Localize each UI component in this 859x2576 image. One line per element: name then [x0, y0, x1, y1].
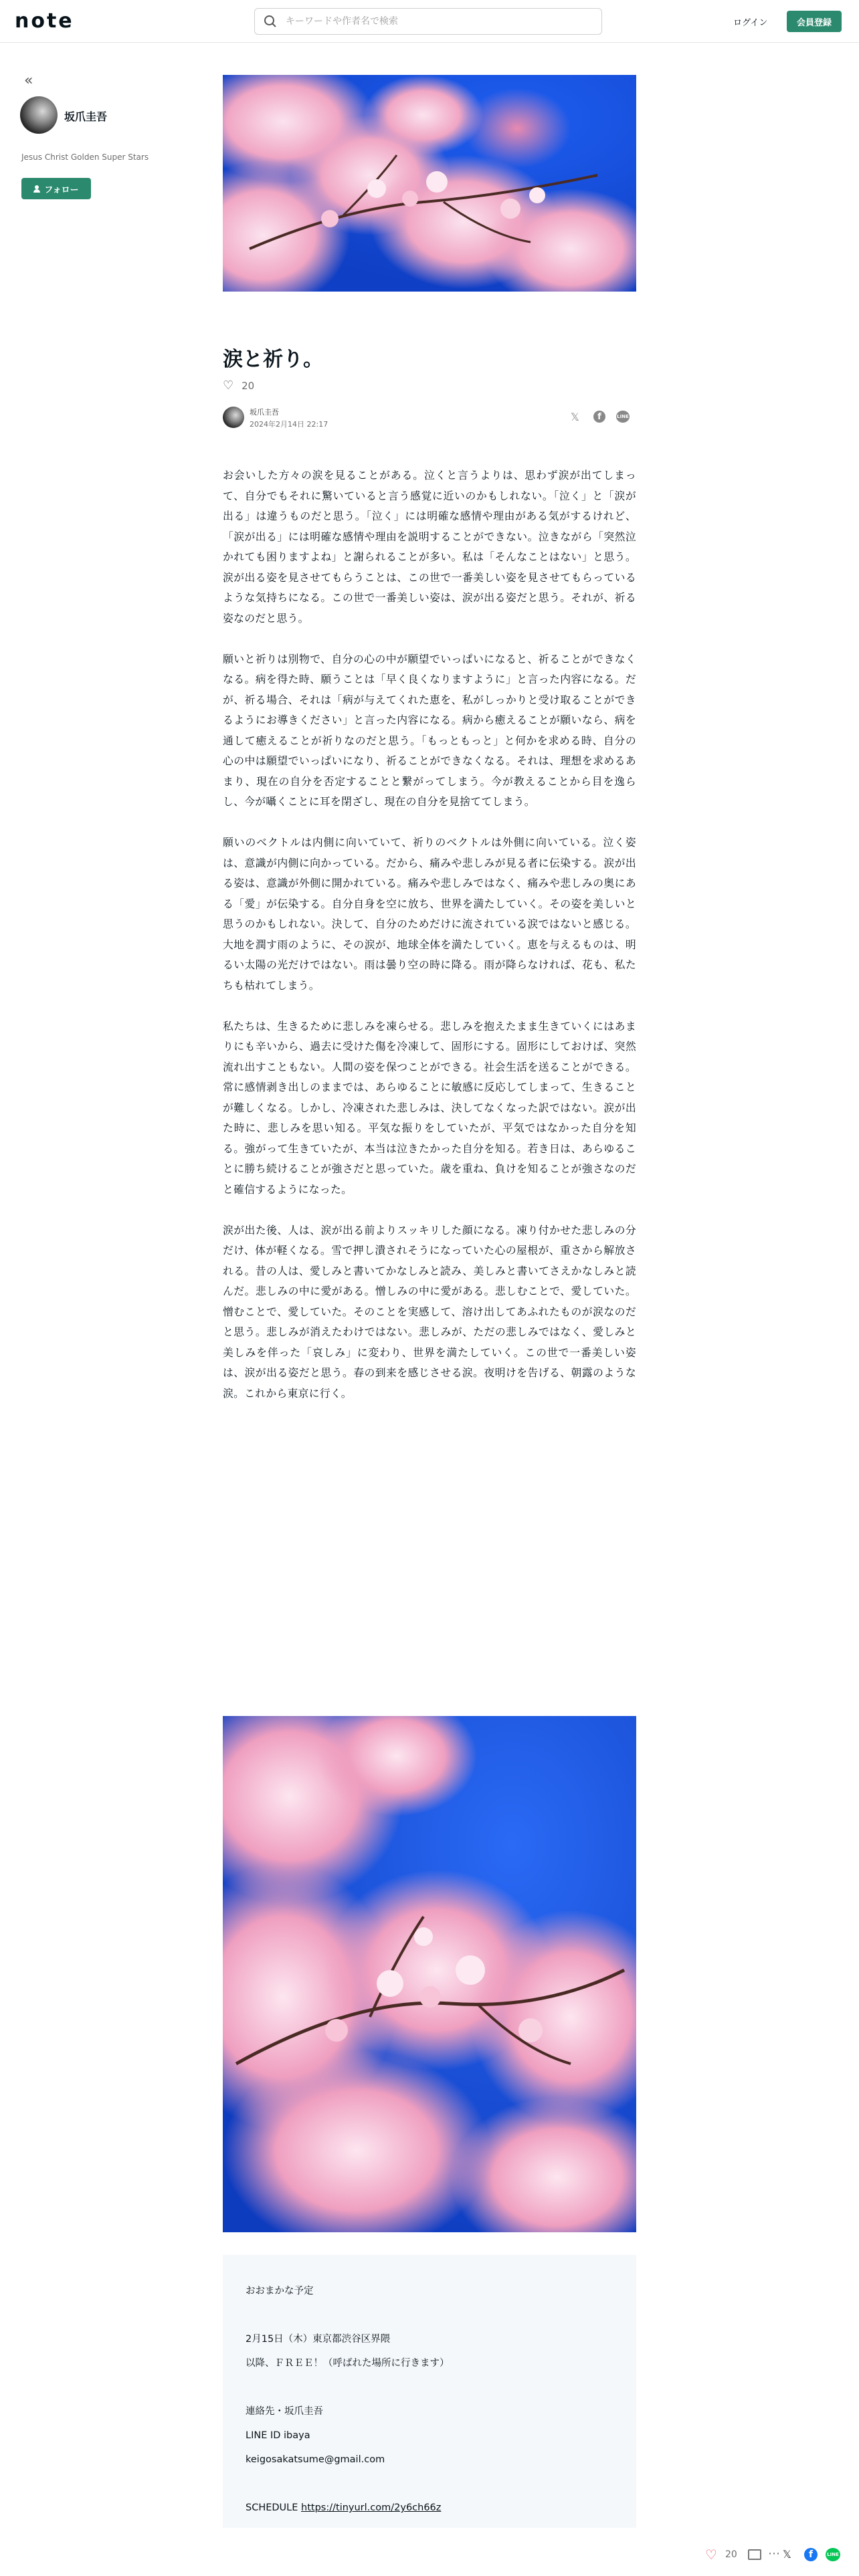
- search-input[interactable]: [286, 16, 580, 27]
- article-body: [223, 465, 636, 1424]
- info-line: 2月15日（木）東京都渋谷区界隈: [246, 2334, 391, 2345]
- schedule-link[interactable]: https://tinyurl.com/2y6ch66z: [301, 2502, 442, 2513]
- search-box[interactable]: [254, 8, 602, 35]
- article-image-cherry-blossoms: [223, 1716, 636, 2232]
- action-bar: [0, 2537, 859, 2576]
- paragraph: 願いのベクトルは内側に向いていて、祈りのベクトルは外側に向いている。泣く姿は、意識が内側に向かっている。だから、痛みや悲しみが見る者に伝染する。涙が出る姿は、意識が外側に開かれている。痛みや悲しみではなく、痛みや悲しみの奥にある「愛」が伝染する。自分自身を空に放ち、世界を満たしていく。その姿を美しいと思うのかもしれない。決して、自分のためだけに流されている涙ではないと感じる。大地を潤す雨のように、その涙が、地球全体を満たしていく。恵を与えるものは、明るい太陽の光だけではない。雨は曇り空の時に降る。雨が降らなければ、花も、私たちも枯れてしまう。: [223, 836, 636, 992]
- facebook-icon[interactable]: f: [804, 2548, 818, 2561]
- avatar[interactable]: [20, 96, 58, 134]
- x-icon[interactable]: 𝕏: [783, 2548, 791, 2561]
- login-link[interactable]: ログイン: [733, 18, 768, 28]
- info-line: 連絡先・坂爪圭吾: [246, 2406, 323, 2417]
- info-line: [246, 2472, 613, 2496]
- signup-button[interactable]: 会員登録: [787, 11, 842, 32]
- facebook-share-icon[interactable]: f: [593, 411, 605, 423]
- like-row: [223, 379, 254, 393]
- header-image-cherry-blossoms: [223, 75, 636, 292]
- sidebar-author-name[interactable]: 坂爪圭吾: [64, 110, 108, 123]
- info-line: keigosakatsume@gmail.com: [246, 2454, 385, 2465]
- article-title: 涙と祈り。: [223, 348, 323, 371]
- info-box: [223, 2255, 636, 2528]
- paragraph: 私たちは、生きるために悲しみを凍らせる。悲しみを抱えたまま生きていくにはあまりにも辛いから、過去に受けた傷を冷凍して、固形にする。固形にしておけば、突然流れ出すこともない。人間の姿を保つことができる。社会生活を送ることができる。常に感情剥き出しのままでは、あらゆることに敏感に反応してしまって、生きることが難しくなる。しかし、冷凍された悲しみは、決してなくなった訳ではない。涙が出た時に、悲しみを思い知る。平気な振りをしていたが、平気ではなかった自分を知る。強がって生きていたが、本当は泣きたかった自分を知る。若き日は、あらゆることに勝ち続けることが強さだと思っていた。歳を重ね、負けを知ることが強さなのだと確信するようになった。: [223, 1019, 636, 1196]
- search-icon: [264, 15, 276, 27]
- sidebar-author-description: Jesus Christ Golden Super Stars: [21, 152, 149, 162]
- more-icon[interactable]: ⋯: [768, 2547, 780, 2561]
- info-line: [246, 2303, 613, 2327]
- magazine-icon[interactable]: [748, 2549, 761, 2560]
- paragraph: 涙が出た後、人は、涙が出る前よりスッキリした顔になる。凍り付かせた悲しみの分だけ、体が軽くなる。雪で押し潰されそうになっていた心の屋根が、重さから解放される。昔の人は、愛しみと書いてかなしみと読み、美しみと書いてさえかなしみと読んだ。悲しみの中に愛がある。憎しみの中に愛がある。悲しむことで、愛していた。憎むことで、愛していた。そのことを実感して、溶け出してあふれたものが涙なのだと思う。悲しみが消えたわけではない。悲しみが、ただの悲しみではなく、愛しみと美しみを伴った「哀しみ」に変わり、世界を満たしていく。この世で一番美しい姿は、涙が出る姿だと思う。春の到来を感じさせる涙。夜明けを告げる、朝露のような涙。これから東京に行く。: [223, 1223, 636, 1400]
- info-line: [246, 2375, 613, 2399]
- schedule-label: SCHEDULE: [246, 2502, 302, 2513]
- like-count: 20: [242, 379, 255, 392]
- paragraph: 願いと祈りは別物で、自分の心の中が願望でいっぱいになると、祈ることができなくなる。病を得た時、願うことは「早く良くなりますように」と言った内容になる。だが、祈る場合、それは「病が与えてくれた恵を、私がしっかりと受け取ることができるようにお導きください」と言った内容になる。病から癒えることが願いなら、病を通して癒えることが祈りなのだと思う。「もっともっと」と何かを求める時、自分の心の中は願望でいっぱいになり、祈ることができなくなる。それは、理想を求めるあまり、現在の自分を否定することと繋がってしまう。今が教えることから目を逸らし、今が囁くことに耳を閉ざし、現在の自分を見捨ててしまう。: [223, 652, 636, 808]
- info-line: LINE ID ibaya: [246, 2430, 310, 2441]
- heart-icon[interactable]: ♡: [705, 2547, 717, 2563]
- line-share-icon[interactable]: LINE: [616, 411, 630, 423]
- author-avatar[interactable]: [223, 407, 244, 428]
- info-line: 以降、ＦＲＥＥ！（呼ばれた場所に行きます）: [246, 2358, 450, 2369]
- follow-label: フォロー: [44, 185, 79, 195]
- schedule-line: [246, 2496, 613, 2520]
- chevrons-left-icon[interactable]: «: [24, 72, 33, 89]
- global-header: [0, 0, 859, 43]
- follow-button[interactable]: [21, 178, 91, 199]
- heart-icon[interactable]: ♡: [223, 379, 234, 393]
- person-add-icon: [33, 185, 40, 192]
- paragraph: お会いした方々の涙を見ることがある。泣くと言うよりは、思わず涙が出てしまって、自分でもそれに驚いていると言う感覚に近いのかもしれない。「泣く」と「涙が出る」は違うものだと思う。「泣く」には明確な感情や理由がある気がするけれど、「涙が出る」には明確な感情や理由を説明することができない。泣きながら「突然泣かれても困りますよね」と謝られることが多い。私は「そんなことはない」と思う。涙が出る姿を見させてもらうことは、この世で一番美しい姿を見させてもらっているような気持ちになる。この世で一番美しい姿は、涙が出る姿だと思う。それが、祈る姿なのだと思う。: [223, 469, 636, 625]
- publish-date: 2024年2月14日 22:17: [250, 420, 328, 429]
- author-name[interactable]: 坂爪圭吾: [250, 408, 279, 417]
- note-logo[interactable]: note: [15, 9, 74, 33]
- like-count: 20: [725, 2549, 737, 2560]
- line-icon[interactable]: LINE: [826, 2548, 840, 2561]
- info-line: おおまかな予定: [246, 2286, 314, 2296]
- author-row: [223, 405, 636, 432]
- x-share-icon[interactable]: 𝕏: [571, 411, 579, 423]
